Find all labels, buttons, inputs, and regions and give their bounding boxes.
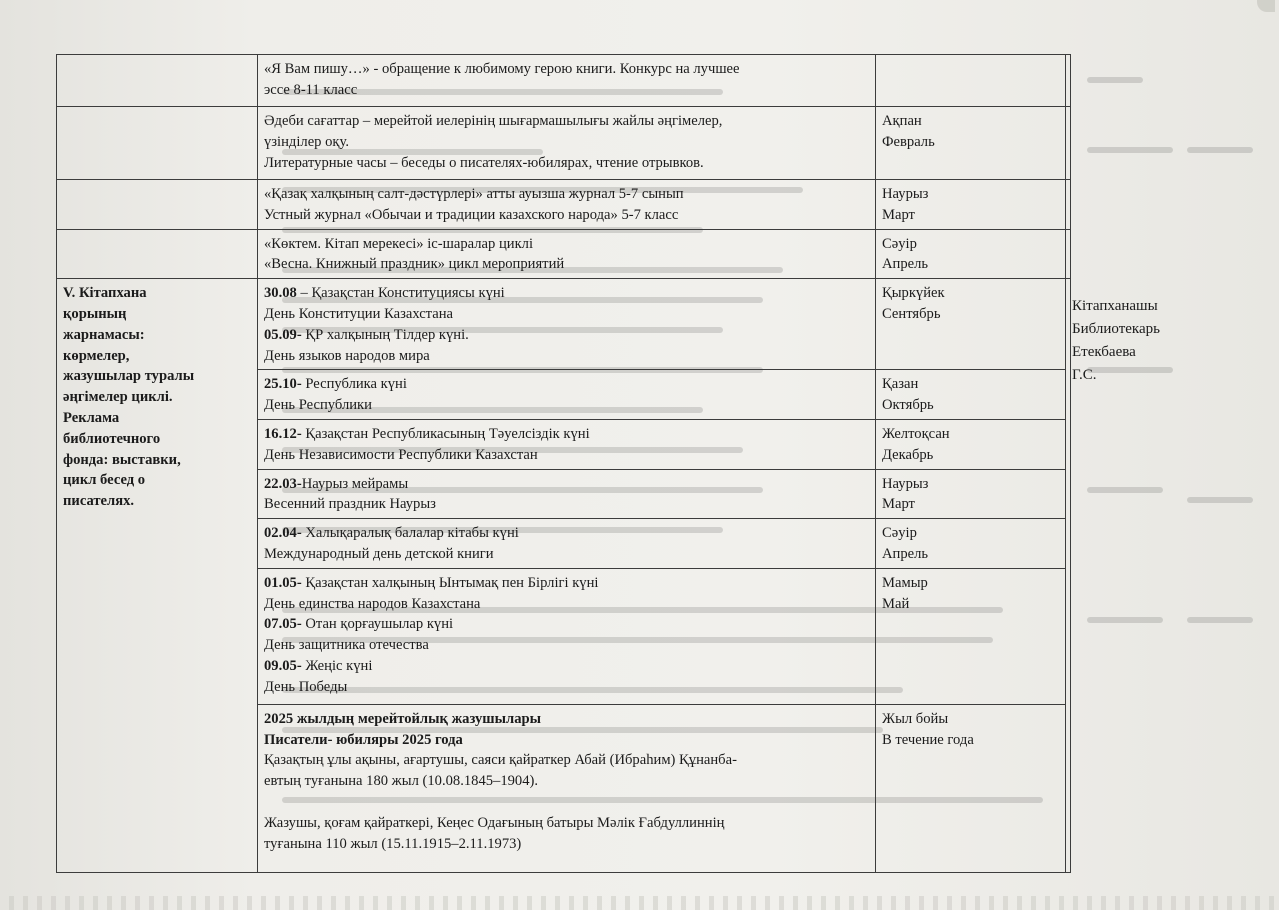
holiday-line: [264, 424, 869, 445]
holiday-date: 01.05-: [264, 574, 302, 591]
section-title-line: V. Кітапхана: [63, 285, 147, 302]
section-cell-empty: [57, 55, 258, 107]
event-text-line: Әдеби сағаттар – мерейтой иелерінің шығармашылығы жайлы әңгімелер,: [264, 113, 723, 129]
holiday-cell: [258, 419, 876, 469]
section-title-line: әңгімелер циклі.: [63, 389, 173, 406]
month-kz: Мамыр: [882, 574, 928, 591]
holiday-name-kz: Наурыз мейрамы: [301, 475, 409, 492]
month-ru: Февраль: [882, 133, 935, 150]
section-title-line: жарнамасы:: [63, 326, 145, 343]
event-text-line: Литературные часы – беседы о писателях-юбилярах, чтение отрывков.: [264, 154, 704, 171]
month-kz: Қыркүйек: [882, 285, 945, 302]
section-title-line: жазушылар туралы: [63, 368, 195, 385]
event-text-line: «Қазақ халқының салт-дәстүрлері» атты ауызша журнал 5-7 сынып: [264, 186, 684, 202]
holiday-name-kz: Отан қорғаушылар күні: [301, 616, 454, 633]
holiday-name-ru: День Конституции Казахстана: [264, 305, 453, 322]
responsible-cell-empty: [1066, 229, 1071, 279]
month-kz: Желтоқсан: [882, 425, 950, 442]
date-cell: [876, 704, 1066, 872]
holiday-date: 25.10-: [264, 376, 302, 393]
jubilee-malik-line: туғанына 110 жыл (15.11.1915–2.11.1973): [264, 835, 522, 852]
section-title-line: цикл бесед о: [63, 472, 146, 489]
holiday-name-kz: Қазақстан Республикасының Тәуелсіздік күні: [301, 425, 590, 442]
table-row: [57, 229, 1071, 279]
holiday-name-ru: День единства народов Казахстана: [264, 595, 481, 612]
page-bottom-edge: [0, 896, 1279, 910]
month-ru: Апрель: [882, 545, 929, 562]
holiday-name-ru: Международный день детской книги: [264, 545, 494, 562]
holiday-name-kz: Жеңіс күні: [301, 657, 373, 674]
holiday-name-ru: День защитника отечества: [264, 637, 429, 654]
table-row: [57, 55, 1071, 107]
section-cell-empty: [57, 229, 258, 279]
holiday-name-ru: Весенний праздник Наурыз: [264, 496, 436, 513]
event-cell: [258, 107, 876, 180]
date-cell: [876, 519, 1066, 569]
month-ru: Апрель: [882, 256, 929, 273]
holiday-name-kz: Халықаралық балалар кітабы күні: [301, 525, 519, 542]
month-kz: Сәуір: [882, 235, 917, 252]
jubilee-title-ru: Писатели- юбиляры 2025 года: [264, 731, 463, 748]
holiday-name-ru: День языков народов мира: [264, 347, 430, 364]
event-plan-table: [56, 54, 1071, 873]
period-ru: В течение года: [882, 731, 974, 748]
event-cell: [258, 229, 876, 279]
holiday-line: [264, 523, 869, 544]
section-title-line: фонда: выставки,: [63, 451, 181, 468]
month-kz: Ақпан: [882, 113, 922, 129]
event-cell: [258, 180, 876, 230]
holiday-cell: [258, 469, 876, 519]
month-kz: Қазан: [882, 376, 919, 393]
section-title-line: қорының: [63, 305, 127, 322]
holiday-line: [264, 614, 869, 635]
holiday-name-ru: День Независимости Республики Казахстан: [264, 446, 538, 463]
month-ru: Декабрь: [882, 446, 934, 463]
month-kz: Сәуір: [882, 525, 917, 542]
event-text-line: «Весна. Книжный праздник» цикл мероприятий: [264, 256, 565, 273]
event-text-line: «Көктем. Кітап мерекесі» іс-шаралар циклі: [264, 235, 533, 252]
month-ru: Май: [882, 595, 910, 612]
month-ru: Март: [882, 496, 915, 513]
holiday-name-kz: Республика күні: [301, 376, 407, 393]
event-cell: [258, 55, 876, 107]
jubilee-title-kz: 2025 жылдың мерейтойлық жазушылары: [264, 710, 542, 727]
holiday-date: 05.09-: [264, 326, 302, 343]
event-text-line: Устный журнал «Обычаи и традиции казахского народа» 5-7 класс: [264, 206, 679, 223]
table-row: [57, 107, 1071, 180]
month-ru: Сентябрь: [882, 305, 941, 322]
holiday-cell: [258, 519, 876, 569]
month-kz: Наурыз: [882, 475, 929, 492]
event-text-line: үзінділер оқу.: [264, 133, 349, 150]
holiday-name-kz: Қазақстан халқының Ынтымақ пен Бірлігі күні: [301, 574, 599, 591]
month-ru: Октябрь: [882, 397, 934, 414]
event-text-line: эссе 8-11 класс: [264, 81, 358, 98]
holiday-date: 07.05-: [264, 616, 302, 633]
holiday-date: 02.04-: [264, 525, 302, 542]
section-title-line: Реклама: [63, 409, 120, 426]
month-kz: Наурыз: [882, 186, 929, 202]
section-cell-empty: [57, 107, 258, 180]
holiday-name-kz: ҚР халқының Тілдер күні.: [301, 326, 469, 343]
date-cell: [876, 419, 1066, 469]
section-cell-empty: [57, 180, 258, 230]
holiday-line: [264, 656, 869, 677]
table-row: [57, 180, 1071, 230]
holiday-name-kz: – Қазақстан Конституциясы күні: [296, 285, 505, 302]
responsible-cell: [1066, 279, 1071, 873]
holiday-line: [264, 573, 869, 594]
period-kz: Жыл бойы: [882, 710, 949, 727]
holiday-line: [264, 474, 869, 495]
date-cell: [876, 568, 1066, 704]
jubilee-malik-line: Жазушы, қоғам қайраткері, Кеңес Одағының батыры Мәлік Ғабдуллиннің: [264, 814, 725, 831]
month-ru: Март: [882, 206, 915, 223]
section-title-line: писателях.: [63, 493, 135, 510]
table-row: [57, 279, 1071, 370]
jubilee-abai-line: Қазақтың ұлы ақыны, ағартушы, саяси қайраткер Абай (Ибраһим) Құнанба-: [264, 752, 737, 769]
date-cell: [876, 469, 1066, 519]
holiday-cell: [258, 568, 876, 704]
holiday-name-ru: День Победы: [264, 678, 348, 695]
holiday-line: [264, 374, 869, 395]
date-cell: [876, 55, 1066, 107]
section-title-line: библиотечного: [63, 430, 161, 447]
date-cell: [876, 180, 1066, 230]
event-text-line: «Я Вам пишу…» - обращение к любимому герою книги. Конкурс на лучшее: [264, 61, 740, 77]
holiday-date: 22.03-: [264, 475, 302, 492]
holiday-date: 09.05-: [264, 657, 302, 674]
responsible-cell-empty: [1066, 107, 1071, 180]
holiday-date: 16.12-: [264, 425, 302, 442]
holiday-line: [264, 325, 869, 346]
responsible-cell-empty: [1066, 55, 1071, 107]
holiday-name-ru: День Республики: [264, 397, 372, 414]
holiday-cell: [258, 279, 876, 370]
date-cell: [876, 370, 1066, 420]
date-cell: [876, 279, 1066, 370]
holiday-cell: [258, 370, 876, 420]
date-cell: [876, 229, 1066, 279]
section-title-line: көрмелер,: [63, 347, 130, 364]
holiday-line: [264, 283, 869, 304]
responsible-cell-empty: [1066, 180, 1071, 230]
section-title-cell: [57, 279, 258, 873]
jubilee-cell: [258, 704, 876, 872]
jubilee-abai-line: евтың туғанына 180 жыл (10.08.1845–1904).: [264, 773, 539, 790]
date-cell: [876, 107, 1066, 180]
holiday-date: 30.08: [264, 285, 297, 302]
